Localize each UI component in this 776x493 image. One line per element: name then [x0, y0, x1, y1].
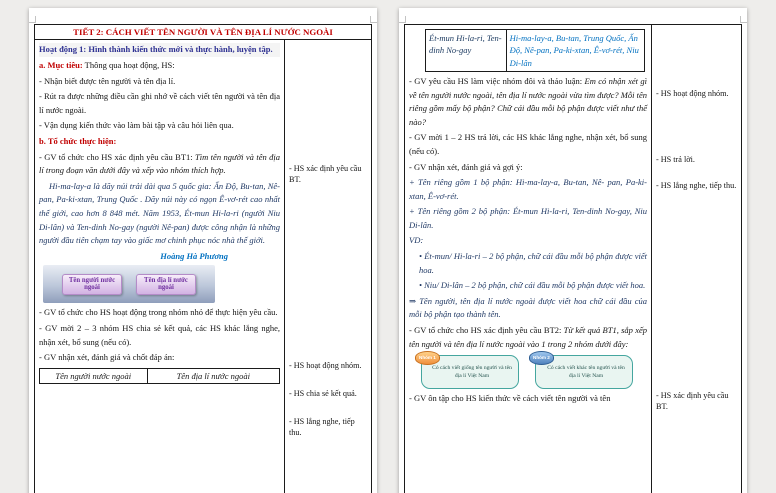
bt2-task: Từ kết quả BT1, sắp xếp tên người và tên địa lí nước ngoài vào 1 trong 2 nhóm dưới đây: — [409, 325, 648, 349]
step-conclude: - GV nhận xét, đánh giá và chốt đáp án: — [39, 352, 175, 363]
bt2-lead: - GV tổ chức cho HS xác định yêu cầu BT2: — [409, 325, 564, 336]
hint-two-parts: + Tên riêng gồm 2 bộ phận: Ét-mun Hi-la-ri, Ten-dinh No-gay, Niu Di-lân. — [409, 206, 647, 230]
objective-item: - Vận dụng kiến thức vào làm bài tập và câu hỏi liên qua. — [39, 120, 234, 131]
bt1-instruction — [39, 151, 280, 178]
page-2 — [399, 8, 747, 493]
muc-tieu-label: a. Mục tiêu: — [39, 60, 83, 71]
lesson-plan-table-continued — [404, 24, 742, 493]
group-2-callout — [535, 355, 633, 389]
discussion-lead: - GV yêu cầu HS làm việc nhóm đôi và thảo luận: — [409, 75, 585, 86]
step-share-results: - GV mời 2 – 3 nhóm HS chia sẻ kết quả, các HS khác lắng nghe, nhận xét, bổ sung (nếu có). — [39, 322, 280, 347]
rule-conclusion: ⇒ Tên người, tên địa lí nước ngoài được viết hoa chữ cái đầu của mỗi bộ phận tạo thành tên. — [409, 295, 647, 320]
objective-item: - Rút ra được những điều cần ghi nhớ về cách viết tên người và tên địa lí nước ngoài. — [39, 91, 280, 115]
teacher-activity-column — [405, 25, 652, 493]
student-note: - HS lắng nghe, tiếp thu. — [656, 181, 737, 190]
to-chuc-heading: b. Tổ chức thực hiện: — [39, 135, 117, 146]
student-activity-column — [652, 25, 741, 493]
bt1-task: Tìm tên người và tên địa lí trong đoạn văn dưới đây và xếp vào nhóm thích hợp. — [39, 151, 280, 176]
objective-item: - Nhận biết được tên người và tên địa lí. — [39, 75, 176, 86]
answer-table-header-row — [39, 368, 280, 384]
example-label: VD: — [409, 235, 424, 246]
lesson-plan-table — [34, 24, 372, 493]
text-boundary-mark — [370, 16, 377, 23]
bt1-lead: - GV tổ chức cho HS xác định yêu cầu BT1: — [39, 151, 196, 162]
passage-author: Hoàng Hà Phương — [160, 250, 228, 261]
discussion-question: Em có nhận xét gì về tên người nước ngoài, tên địa lí nước ngoài vừa tìm được? Mỗi tên riêng gồm mấy bộ phận? Chữ cái đầu mỗi bộ phận được viết như thế nào? — [409, 75, 648, 127]
answer-header-place: Tên địa lí nước ngoài — [176, 370, 250, 381]
example-item: • Niu/ Di-lân – 2 bộ phận, chữ cái đầu mỗi bộ phận được viết hoa. — [419, 280, 646, 291]
answer-header-person: Tên người nước ngoài — [40, 369, 148, 383]
lesson-title: TIẾT 2: CÁCH VIẾT TÊN NGƯỜI VÀ TÊN ĐỊA LÍ NƯỚC NGOÀI — [35, 25, 371, 40]
bt2-groups-image — [421, 355, 647, 389]
discussion-instruction — [409, 75, 647, 129]
step-feedback: - GV nhận xét, đánh giá và gợi ý: — [409, 161, 523, 172]
reading-passage: Hi-ma-lay-a là dãy núi trải dài qua 5 quốc gia: Ấn Độ, Bu-tan, Nê-pan, Pa-ki-xtan, Trung Quốc . Dãy núi này có ngọn Ê-vơ-rét cao nhất thế giới, cao hơn 8 848 mét. Năm 1953, Ét-mun Hi-la-ri (người Niu Di-lân) và Ten-dinh No-gay (người Nê-pan) được công nhận là những người đầu tiên chạm tay vào giấc mơ chinh phục nóc nhà thế giới. — [39, 180, 280, 246]
teacher-activity-column — [35, 40, 285, 493]
bt2-instruction — [409, 324, 647, 351]
activity-heading: Hoạt động 1: Hình thành kiến thức mới và thực hành, luyện tập. — [39, 43, 280, 57]
student-note: - HS chia sẻ kết quả. — [289, 389, 357, 399]
group-2-text: Có cách viết khác tên người và tên địa lí Việt Nam — [547, 365, 625, 379]
group-1-badge: Nhóm 1 — [415, 351, 440, 365]
bt1-illustration-image — [43, 265, 215, 303]
answer-cell-place: Hi-ma-lay-a, Bu-tan, Trung Quốc, Ấn Độ, Nê-pan, Pa-ki-xtan, Ê-vơ-rét, Niu Di-lân — [509, 33, 639, 68]
text-boundary-mark — [29, 16, 36, 23]
student-note: - HS xác định yêu cầu BT. — [289, 164, 362, 185]
example-item: • Ét-mun/ Hi-la-ri – 2 bộ phận, chữ cái đầu mỗi bộ phận được viết hoa. — [419, 251, 647, 275]
group-1-callout — [421, 355, 519, 389]
page-1 — [29, 8, 377, 493]
step-group-work: - GV tổ chức cho HS hoạt động trong nhóm nhỏ để thực hiện yêu cầu. — [39, 307, 278, 318]
group-2-badge: Nhóm 2 — [529, 351, 554, 365]
student-note: - HS trả lời. — [656, 155, 695, 164]
student-activity-column — [285, 40, 371, 493]
table-body — [405, 25, 741, 493]
text-boundary-mark — [399, 16, 406, 23]
group-1-text: Có cách viết giống tên người và tên địa lí Việt Nam — [432, 365, 512, 379]
closing-line: - GV ôn tập cho HS kiến thức về cách viết tên người và tên — [409, 393, 611, 404]
table-body — [35, 40, 371, 493]
hint-one-part: + Tên riêng gồm 1 bộ phận: Hi-ma-lay-a, Bu-tan, Nê- pan, Pa-ki-xtan, Ê-vơ-rét. — [409, 177, 647, 201]
text-boundary-mark — [740, 16, 747, 23]
student-note: - HS hoạt động nhóm. — [656, 89, 729, 98]
step-invite-answer: - GV mời 1 – 2 HS trả lời, các HS khác lắng nghe, nhận xét, bổ sung (nếu có). — [409, 132, 647, 156]
objective-heading-line — [39, 59, 280, 73]
tag-ten-nguoi-nuoc-ngoai: Tên người nước ngoài — [62, 274, 122, 296]
student-note: - HS lắng nghe, tiếp thu. — [289, 417, 355, 438]
muc-tieu-rest: Thông qua hoạt động, HS: — [82, 60, 175, 71]
answer-table-data-row — [425, 29, 645, 72]
student-note: - HS xác định yêu cầu BT. — [656, 391, 729, 411]
answer-cell-person: Ét-mun Hi-la-ri, Ten-dinh No-gay — [426, 30, 507, 71]
student-note: - HS hoạt động nhóm. — [289, 361, 362, 371]
tag-ten-dia-li-nuoc-ngoai: Tên địa lí nước ngoài — [136, 274, 196, 296]
